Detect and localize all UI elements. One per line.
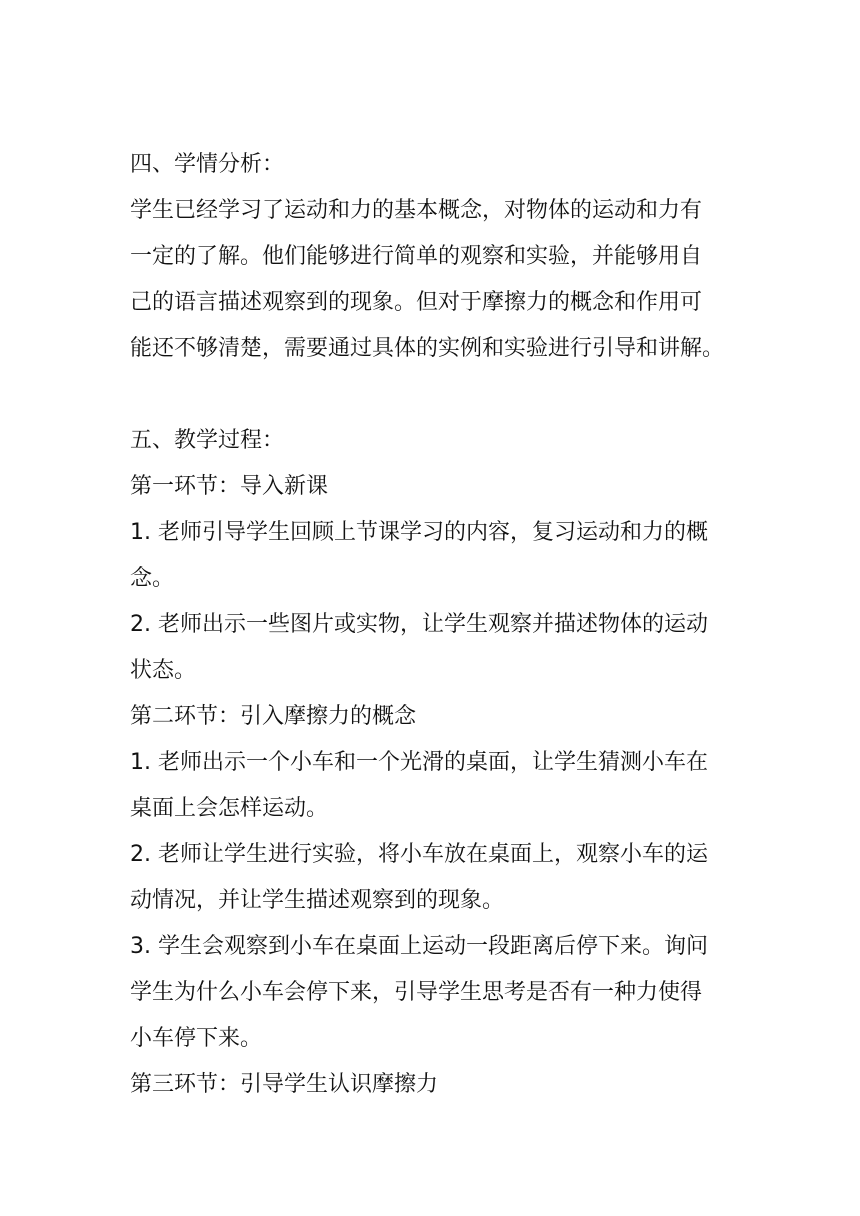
list-item-line: 1. 老师出示一个小车和一个光滑的桌面，让学生猜测小车在 <box>130 750 708 775</box>
section-4-paragraph <box>130 194 740 366</box>
step-title-3: 第三环节：引导学生认识摩擦力 <box>130 1072 439 1097</box>
step-title-1: 第一环节：导入新课 <box>130 474 329 499</box>
list-item-line: 1. 老师引导学生回顾上节课学习的内容，复习运动和力的概 <box>130 520 708 545</box>
list-item-line: 2. 老师让学生进行实验，将小车放在桌面上，观察小车的运 <box>130 842 708 867</box>
list-item-line: 小车停下来。 <box>130 1026 263 1051</box>
section-heading-5: 五、教学过程： <box>130 428 285 453</box>
list-item-line: 学生为什么小车会停下来，引导学生思考是否有一种力使得 <box>130 980 703 1005</box>
step-title-2: 第二环节：引入摩擦力的概念 <box>130 704 417 729</box>
paragraph-line: 学生已经学习了运动和力的基本概念，对物体的运动和力有 <box>130 198 703 223</box>
list-item-line: 状态。 <box>130 658 197 683</box>
paragraph-line: 己的语言描述观察到的现象。但对于摩擦力的概念和作用可 <box>130 290 703 315</box>
list-item-line: 2. 老师出示一些图片或实物，让学生观察并描述物体的运动 <box>130 612 708 637</box>
section-heading-4: 四、学情分析： <box>130 152 285 177</box>
list-item-line: 桌面上会怎样运动。 <box>130 796 329 821</box>
list-item-line: 念。 <box>130 566 175 591</box>
list-item-line: 3. 学生会观察到小车在桌面上运动一段距离后停下来。询问 <box>130 934 708 959</box>
document-page <box>130 148 740 1102</box>
paragraph-line: 一定的了解。他们能够进行简单的观察和实验，并能够用自 <box>130 244 703 269</box>
blank-line <box>130 378 740 412</box>
paragraph-line: 能还不够清楚，需要通过具体的实例和实验进行引导和讲解。 <box>130 336 725 361</box>
list-item-line: 动情况，并让学生描述观察到的现象。 <box>130 888 505 913</box>
